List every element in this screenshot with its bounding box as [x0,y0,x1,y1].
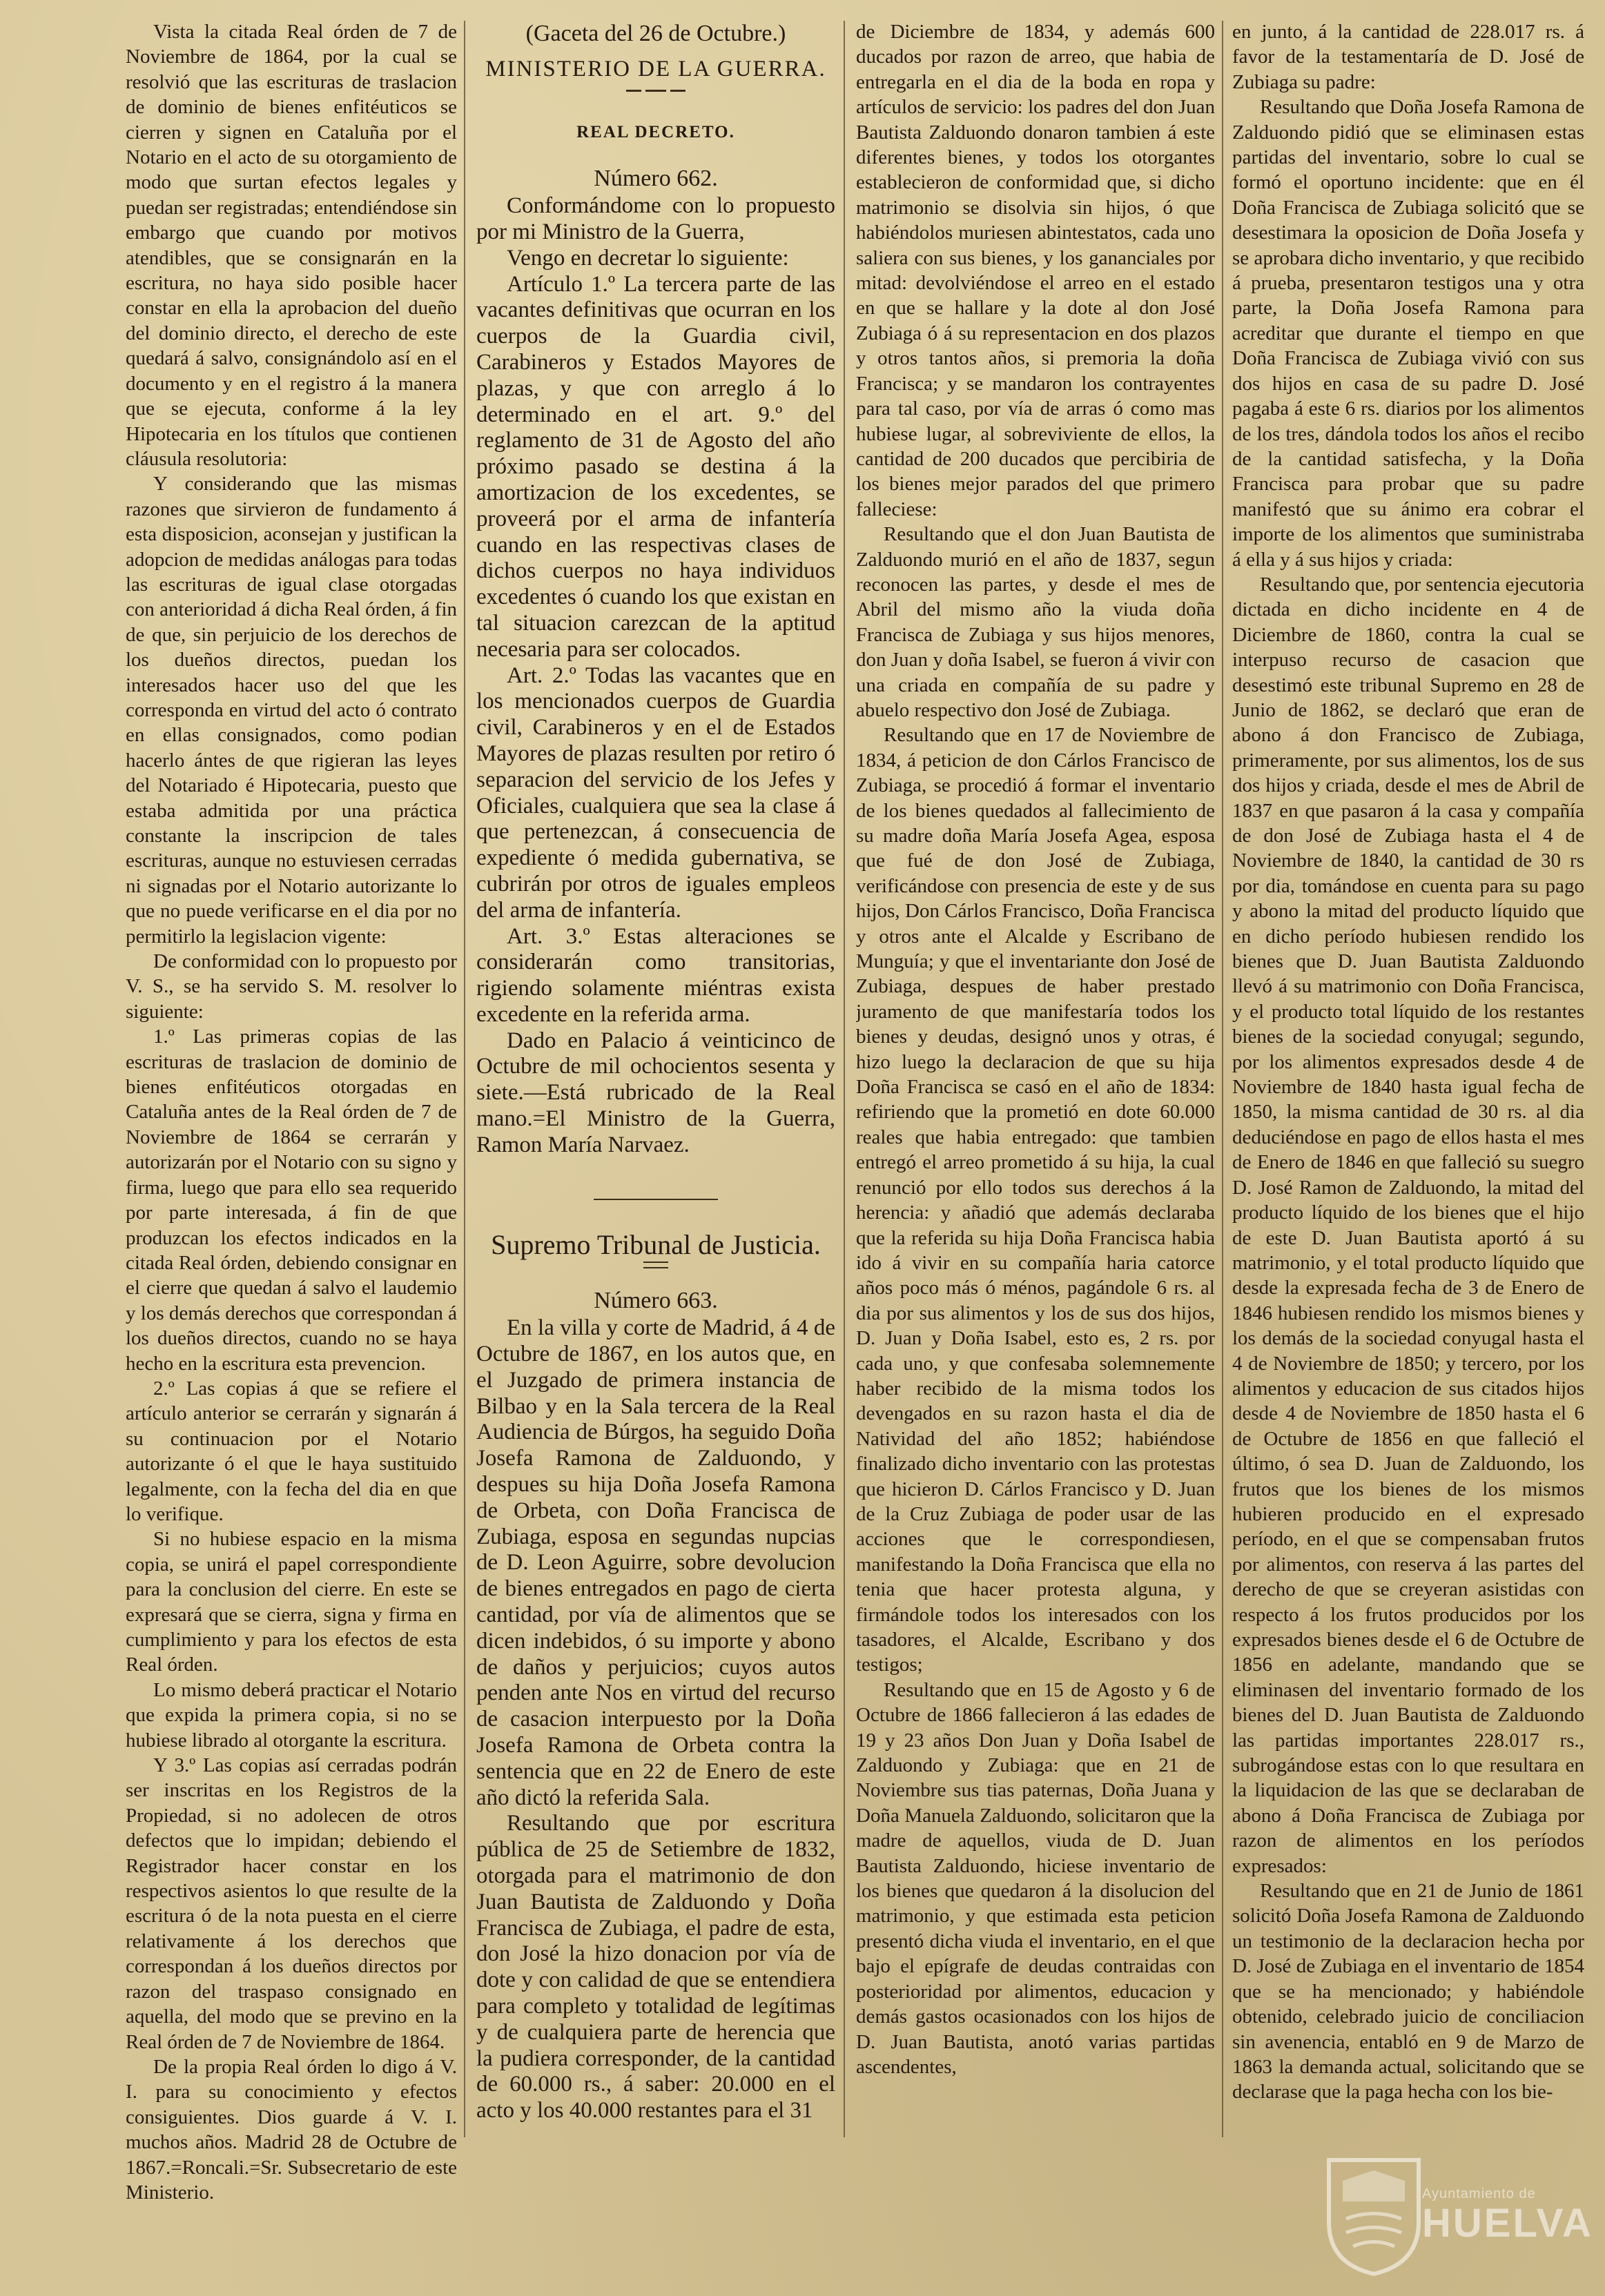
paragraph: De la propia Real órden lo digo á V. I. para su conocimiento y efectos consiguientes. Dios guarde á V. I. muchos años. Madrid 28 de Octubre de 1867.=Roncali.=Sr. Subsecretario de este Ministerio. [126,2055,457,2204]
paragraph: de Diciembre de 1834, y además 600 ducados por razon de arreo, que habia de entregarla en el dia de la boda en ropa y artículos de servicio: los padres del don Juan Bautista Zalduondo donaron tambien á este diferentes bienes, y todos los otorgantes establecieron de conformidad que, si dicho matrimonio se disolvia sin hijos, ó que habiéndolos muriesen abintestatos, cada uno saliera con sus bienes, y los gananciales por mitad: devolviéndose el arreo en el estado en que se hallare y la dote al don José Zubiaga ó á su representacion en dos plazos y otros tantos años, si premoria la doña Francisca; y se mandaron los contrayentes para tal caso, por vía de arras ó como mas hubiese lugar, al sobreviviente de ellos, la cantidad de 200 ducados que percibiria de los bienes mejor parados del que primero falleciese: [856,21,1215,520]
watermark-subtitle: Ayuntamiento de [1422,2186,1536,2201]
tribunal-heading: Supremo Tribunal de Justicia. [491,1228,821,1260]
watermark-logo [1422,2186,1593,2245]
city-seal-icon [1315,2153,1432,2277]
paragraph: Y considerando que las mismas razones que sirvieron de fundamento á esta disposicion, aconsejan y justifican la adopcion de medidas análogas para todas las escrituras de igual clase otorgadas con anterioridad á dicha Real órden, á fin de que, sin perjuicio de los derechos de los dueños directos, puedan los interesados hacer uso del que les corresponda en virtud del acto ó contrato en ellas consignados, como podian hacerlo ántes de que rigieran las leyes del Notariado é Hipotecaria, puesto que estaba admitida por una práctica constante la inscripcion de tales escrituras, aunque no estuviesen cerradas ni signadas por el Notario autorizante lo que no puede verificarse en el dia por no permitirlo la legislacion vigente: [126,473,457,948]
paragraph: Dado en Palacio á veinticinco de Octubre de mil ochocientos sesenta y siete.—Está rubricado de la Real mano.=El Ministro de la Guerra, Ramon María Narvaez. [476,1028,835,1157]
paragraph: Resultando que en 17 de Noviembre de 1834, á peticion de don Cárlos Francisco de Zubiaga, se procedió á formar el inventario de los bienes quedados al fallecimiento de su madre doña María Josefa Agea, esposa que fué de don José de Zubiaga, verificándose con presencia de este y de sus hijos, Don Cárlos Francisco, Doña Francisca y otros ante el Alcalde y Escribano de Munguía; y que el inventariante don José de Zubiaga, despues de haber prestado juramento de que manifestaría todos los bienes y deudas, designó unos y otras, é hizo luego la declaracion de que su hija Doña Francisca se casó en el año de 1834: refiriendo que la prometió en dote 60.000 reales que habia entregado: que tambien entregó el arreo prometido á su hija, la cual renunció por ello todos sus derechos á la herencia: y añadió que además declaraba que la referida su hija Doña Francisca habia ido á vivir en su compañía haria catorce años poco más ó ménos, pagándole 6 rs. al dia por sus alimentos y los de sus dos hijos, D. Juan y Doña Isabel, esto es, 2 rs. por cada uno, y que confesaba solemnemente haber recibido de la misma todos los devengados en su razon hasta el dia de Natividad del año 1852; habiéndose finalizado dicho inventario con las protestas que hicieron D. Cárlos Francisco y D. Juan de la Cruz Zubiaga de poder usar de las acciones que le correspondiesen, manifestando la Doña Francisca que ella no tenia que hacer protesta alguna, y firmándole todos los interesados con los tasadores, el Alcalde, Escribano y dos testigos; [856,724,1215,1676]
double-rule-divider [643,1262,668,1268]
gaceta-reference: (Gaceta del 26 de Octubre.) [525,21,786,46]
column-rule [1222,21,1223,2137]
paragraph: Vengo en decretar lo siguiente: [507,245,789,271]
paragraph: Vista la citada Real órden de 7 de Noviembre de 1864, por la cual se resolvió que las escrituras de traslacion de dominio de bienes enfitéuticos se cierren y signen en Cataluña por el Notario en el acto de su otorgamiento de modo que surtan efectos legales y puedan ser registradas; entendiéndose sin embargo que cuando por motivos atendibles, que se consignarán en la escritura, no haya sido posible hacer constar en ella la aprobacion del dueño del dominio directo, el derecho de este quedará á salvo, consignándolo así en el documento y en el registro á la manera que se ejecuta, conforme á la ley Hipotecaria en los títulos que contienen cláusula resolutoria: [126,21,457,470]
paragraph: Conformándome con lo propuesto por mi Ministro de la Guerra, [476,193,835,244]
paragraph: Y 3.º Las copias así cerradas podrán ser inscritas en los Registros de la Propiedad, si no adolecen de otros defectos que lo impidan; debiendo el Registrador hacer constar en los respectivos asientos lo que resulte de la escritura ó de la nota puesta en el cierre relativamente á los derechos que correspondan á los dueños directos por razon del traspaso consignado en aquella, del modo que se previno en la Real órden de 7 de Noviembre de 1864. [126,1754,457,2053]
paragraph: Lo mismo deberá practicar el Notario que expida la primera copia, si no se hubiese librado al otorgante la escritura. [126,1678,457,1752]
column-4 [1232,19,1584,2268]
column-rule [844,21,845,2137]
paragraph: Si no hubiese espacio en la misma copia, se unirá el papel correspondiente para la conclusion del cierre. En este se expresará que se cierra, signa y firma en cumplimiento y para los efectos de esta Real órden. [126,1528,457,1676]
paragraph: Resultando que por escritura pública de 25 de Setiembre de 1832, otorgada para el matrimonio de don Juan Bautista de Zalduondo y Doña Francisca de Zubiaga, el padre de esta, don José la hizo donacion por vía de dote y con calidad de que se entendiera para completo y totalidad de legítimas y de cualquiera parte de herencia que la pudiera corresponder, de la cantidad de 60.000 rs., á saber: 20.000 en el acto y los 40.000 restantes para el 31 [476,1811,835,2123]
section-divider [594,1199,718,1200]
paragraph: Resultando que en 21 de Junio de 1861 solicitó Doña Josefa Ramona de Zalduondo un testimonio de la declaracion hecha por D. José de Zubiaga en el inventario de 1854 que se ha mencionado; y habiéndole obtenido, celebrado juicio de conciliacion sin avenencia, entabló en 9 de Marzo de 1863 la demanda actual, solicitando que se declarase que la paga hecha con los bie- [1232,1880,1584,2103]
paragraph: Artículo 1.º La tercera parte de las vacantes definitivas que ocurran en los cuerpos de la Guardia civil, Carabineros y Estados Mayores de plazas, y que con arreglo á lo determinado en el art. 9.º del reglamento de 31 de Agosto del año próximo pasado se destina á la amortizacion de los excedentes, se proveerá por el arma de infantería cuando en las respectivas clases de dichos cuerpos no haya individuos excedentes ó cuando los que existan en tal situacion carezcan de la aptitud necesaria para ser colocados. [476,271,835,662]
paragraph: Resultando que Doña Josefa Ramona de Zalduondo pidió que se eliminasen estas partidas del inventario, sobre lo cual se formó el oportuno incidente: que en él Doña Francisca de Zubiaga solicitó que se desestimara la oposicion de Doña Josefa y se aprobara dicho inventario, y que recibido á prueba, presentaron testigos una y otra parte, la Doña Josefa Ramona para acreditar que durante el tiempo en que Doña Francisca de Zubiaga vivió con sus dos hijos en casa de su padre D. José pagaba á este 6 rs. diarios por los alimentos de los tres, dándola todos los años el recibo de la cantidad satisfecha, y la Doña Francisca para probar que su padre manifestó que su ánimo era cobrar el importe de los alimentos que suministraba á ella y á sus hijos y criada: [1232,96,1584,571]
paragraph: 2.º Las copias á que se refiere el artículo anterior se cerrarán y signarán á su continuacion por el Notario autorizante ó el que le haya sustituido legalmente, con la fecha del dia en que lo verifique. [126,1377,457,1525]
column-rule [464,21,465,2137]
column-2 [476,19,835,2268]
paragraph: en junto, á la cantidad de 228.017 rs. á favor de la testamentaría de D. José de Zubiaga su padre: [1232,21,1584,93]
decree-title: REAL DECRETO. [576,122,735,141]
paragraph: Resultando que, por sentencia ejecutoria dictada en dicho incidente en 4 de Diciembre de 1860, contra la cual se interpuso recurso de casacion que desestimó este tribunal Supremo en 28 de Junio de 1862, se declaró que eran de abono á don Francisco de Zubiaga, primeramente, por sus alimentos, los de sus dos hijos y criada, desde el mes de Abril de 1837 en que pasaron á la casa y compañía de don José de Zubiaga hasta el 4 de Noviembre de 1840, la cantidad de 30 rs por dia, tomándose en cuenta para su pago y abono la mitad del producto líquido que en dicho período hubiesen rendido los bienes que D. Juan Bautista Zalduondo llevó á su matrimonio con Doña Francisca, y el producto total líquido de los restantes bienes de la sociedad conyugal; segundo, por los alimentos expresados desde 4 de Noviembre de 1840 hasta igual fecha de 1850, la misma cantidad de 30 rs. al dia deduciéndose en pago de ellos hasta el mes de Enero de 1846 en que falleció su suegro D. José Ramon de Zalduondo, la mitad del producto líquido de los bienes que el hijo de este D. Juan Bautista aportó á su matrimonio, y el total producto líquido que desde la expresada fecha de 3 de Enero de 1846 hubiesen rendido los mismos bienes y los demás de la sociedad conyugal hasta el 4 de Noviembre de 1850; y tercero, por los alimentos y educacion de sus citados hijos desde 4 de Noviembre de 1850 hasta el 6 de Octubre de 1856 en que falleció el último, ó sea D. Juan de Zalduondo, los frutos que los bienes de los mismos hubieren producido en el expresado período, en el que se compensaban frutos por alimentos, con reserva á las partes del derecho de que se creyeran asistidas con respecto á los frutos producidos por los expresados bienes desde el 6 de Octubre de 1856 en adelante, mandando que se eliminasen del inventario formado de los bienes del D. Juan Bautista de Zalduondo las partidas importantes 228.017 rs., subrogándose estas con lo que resultara en la liquidacion de las que se declaraban de abono á Doña Francisca de Zubiaga por razon de alimentos en los períodos expresados: [1232,573,1584,1877]
paragraph: 1.º Las primeras copias de las escrituras de traslacion de dominio de bienes enfitéuticos otorgadas en Cataluña antes de la Real órden de 7 de Noviembre de 1864 se cerrarán y autorizarán por el Notario con su signo y firma, luego que para ello sea requerido por parte interesada, á fin de que produzcan los efectos indicados en la citada Real órden, debiendo consignar en el cierre que quedan á salvo el laudemio y los demás derechos que correspondan á los dueños directos, cuando no se haya hecho en la escritura esta prevencion. [126,1026,457,1375]
paragraph: Resultando que el don Juan Bautista de Zalduondo murió en el año de 1837, segun reconocen las partes, y desde el mes de Abril del mismo año la viuda doña Francisca de Zubiaga y sus hijos menores, don Juan y doña Isabel, se fueron á vivir con una criada en compañía de su padre y abuelo respectivo don José de Zubiaga. [856,523,1215,721]
ornament-divider [476,90,835,92]
number-heading: Número 662. [594,166,718,192]
ministry-heading: MINISTERIO DE LA GUERRA. [485,56,826,81]
paragraph: En la villa y corte de Madrid, á 4 de Octubre de 1867, en los autos que, en el Juzgado de primera instancia de Bilbao y en la Sala tercera de la Real Audiencia de Búrgos, ha seguido Doña Josefa Ramona de Zalduondo, y despues su hija Doña Josefa Ramona de Orbeta, con Doña Francisca de Zubiaga, esposa en segundas nupcias de D. Leon Aguirre, sobre devolucion de bienes entregados en pago de cierta cantidad, por vía de alimentos que se dicen indebidos, ó su importe y abono de daños y perjuicios; cuyos autos penden ante Nos en virtud del recurso de casacion interpuesto por la Doña Josefa Ramona de Orbeta contra la sentencia que en 22 de Enero de este año dictó la referida Sala. [476,1315,835,1810]
column-3 [856,19,1215,2268]
paragraph: Art. 2.º Todas las vacantes que en los mencionados cuerpos de Guardia civil, Carabineros y en el de Estados Mayores de plazas resulten por retiro ó separacion del servicio de los Jefes y Oficiales, cualquiera que sea la clase á que pertenezcan, á consecuencia de expediente ó medida gubernativa, se cubrirán por otros de iguales empleos del arma de infantería. [476,663,835,923]
paragraph: De conformidad con lo propuesto por V. S., se ha servido S. M. resolver lo siguiente: [126,950,457,1023]
paragraph: Art. 3.º Estas alteraciones se considerarán como transitorias, rigiendo solamente miéntras exista excedente en la referida arma. [476,923,835,1027]
column-1 [126,19,457,2268]
paragraph: Resultando que en 15 de Agosto y 6 de Octubre de 1866 fallecieron á las edades de 19 y 23 años Don Juan y Doña Isabel de Zalduondo y Zubiaga: que en 21 de Noviembre sus tias paternas, Doña Juana y Doña Manuela Zalduondo, solicitaron que la madre de aquellos, viuda de D. Juan Bautista Zalduondo, hiciese inventario de los bienes que quedaron á la disolucion del matrimonio, y que estimada esta peticion presentó dicha viuda el inventario, en el que bajo el epígrafe de deudas contraidas con posterioridad por alimentos, educacion y demás gastos ocasionados con los hijos de D. Juan Bautista, anotó varias partidas ascendentes, [856,1678,1215,2078]
watermark-city: HUELVA [1422,2201,1593,2246]
number-heading: Número 663. [594,1288,718,1314]
